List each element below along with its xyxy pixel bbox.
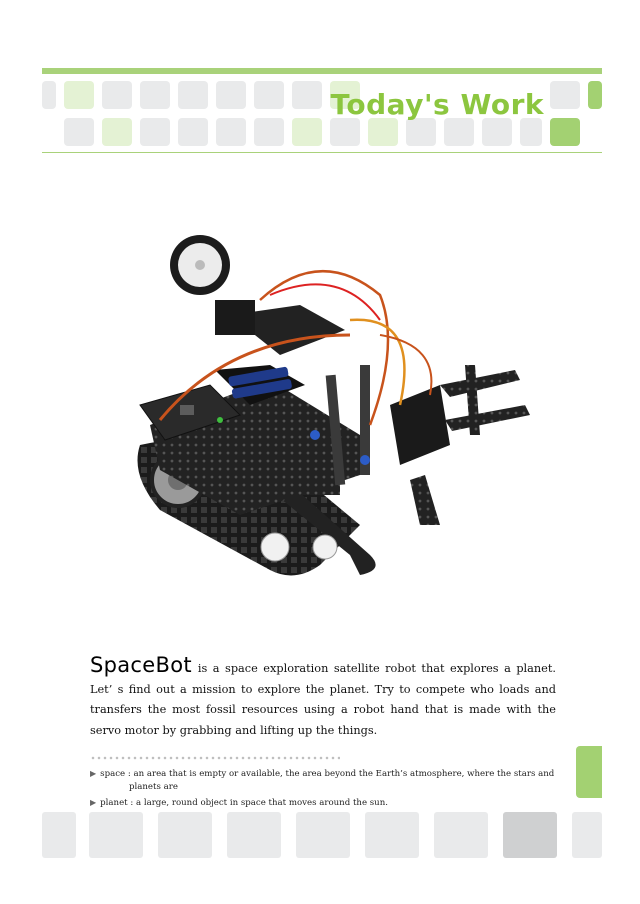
page-title: Today's Work xyxy=(330,88,544,121)
header-tile xyxy=(102,81,132,109)
footer-tile xyxy=(572,812,602,858)
glossary-term: planet xyxy=(100,798,128,808)
header-tile xyxy=(254,81,284,109)
header-tile xyxy=(102,118,132,146)
footer-tile xyxy=(42,812,76,858)
header-tile xyxy=(42,81,56,109)
header-tile xyxy=(254,118,284,146)
header-tile xyxy=(550,81,580,109)
header-tile xyxy=(178,81,208,109)
header-tile xyxy=(216,118,246,146)
footer-tile xyxy=(434,812,488,858)
footer-tile xyxy=(296,812,350,858)
glossary-definition-continued: planets are xyxy=(129,782,178,792)
footer-tile xyxy=(503,812,557,858)
dotted-divider xyxy=(90,756,340,760)
glossary-definition: : a large, round object in space that moves around the sun. xyxy=(130,798,388,808)
header-tile xyxy=(140,81,170,109)
glossary-definition: : an area that is empty or available, the area beyond the Earth’s atmosphere, where the stars and xyxy=(127,769,555,779)
glossary-item-planet xyxy=(90,796,560,810)
header-tile xyxy=(482,118,512,146)
footer-tile xyxy=(227,812,281,858)
glossary-item-space xyxy=(90,767,560,794)
header-tile xyxy=(64,118,94,146)
header-tile xyxy=(64,81,94,109)
header-tile xyxy=(550,118,580,146)
header-tile xyxy=(520,118,542,146)
header-tile xyxy=(178,118,208,146)
bullet-arrow-icon: ▶ xyxy=(90,798,97,807)
bullet-arrow-icon: ▶ xyxy=(90,769,97,778)
intro-lead: SpaceBot xyxy=(90,653,192,677)
footer-tile xyxy=(89,812,143,858)
header-tile xyxy=(292,118,322,146)
intro-paragraph xyxy=(90,655,556,741)
header-tile xyxy=(330,118,360,146)
glossary-term: space xyxy=(100,769,126,779)
robot-photo xyxy=(120,225,550,595)
side-tab xyxy=(576,746,602,798)
footer-tile xyxy=(158,812,212,858)
header-accent-bar xyxy=(42,68,602,74)
header-tile xyxy=(588,81,602,109)
header-tile xyxy=(368,118,398,146)
header-tile xyxy=(292,81,322,109)
header-divider xyxy=(42,152,602,153)
intro-text: is a space exploration satellite robot that explores a planet. Let’ s find out a mission to explore the planet. Try to compete who loads and transfers the most fossil resources using a robot hand that is made with the servo motor by grabbing and lifting up the things. xyxy=(90,662,556,737)
header-tile xyxy=(444,118,474,146)
header-tile xyxy=(406,118,436,146)
header-tile xyxy=(216,81,246,109)
header-tile xyxy=(140,118,170,146)
footer-tile xyxy=(365,812,419,858)
